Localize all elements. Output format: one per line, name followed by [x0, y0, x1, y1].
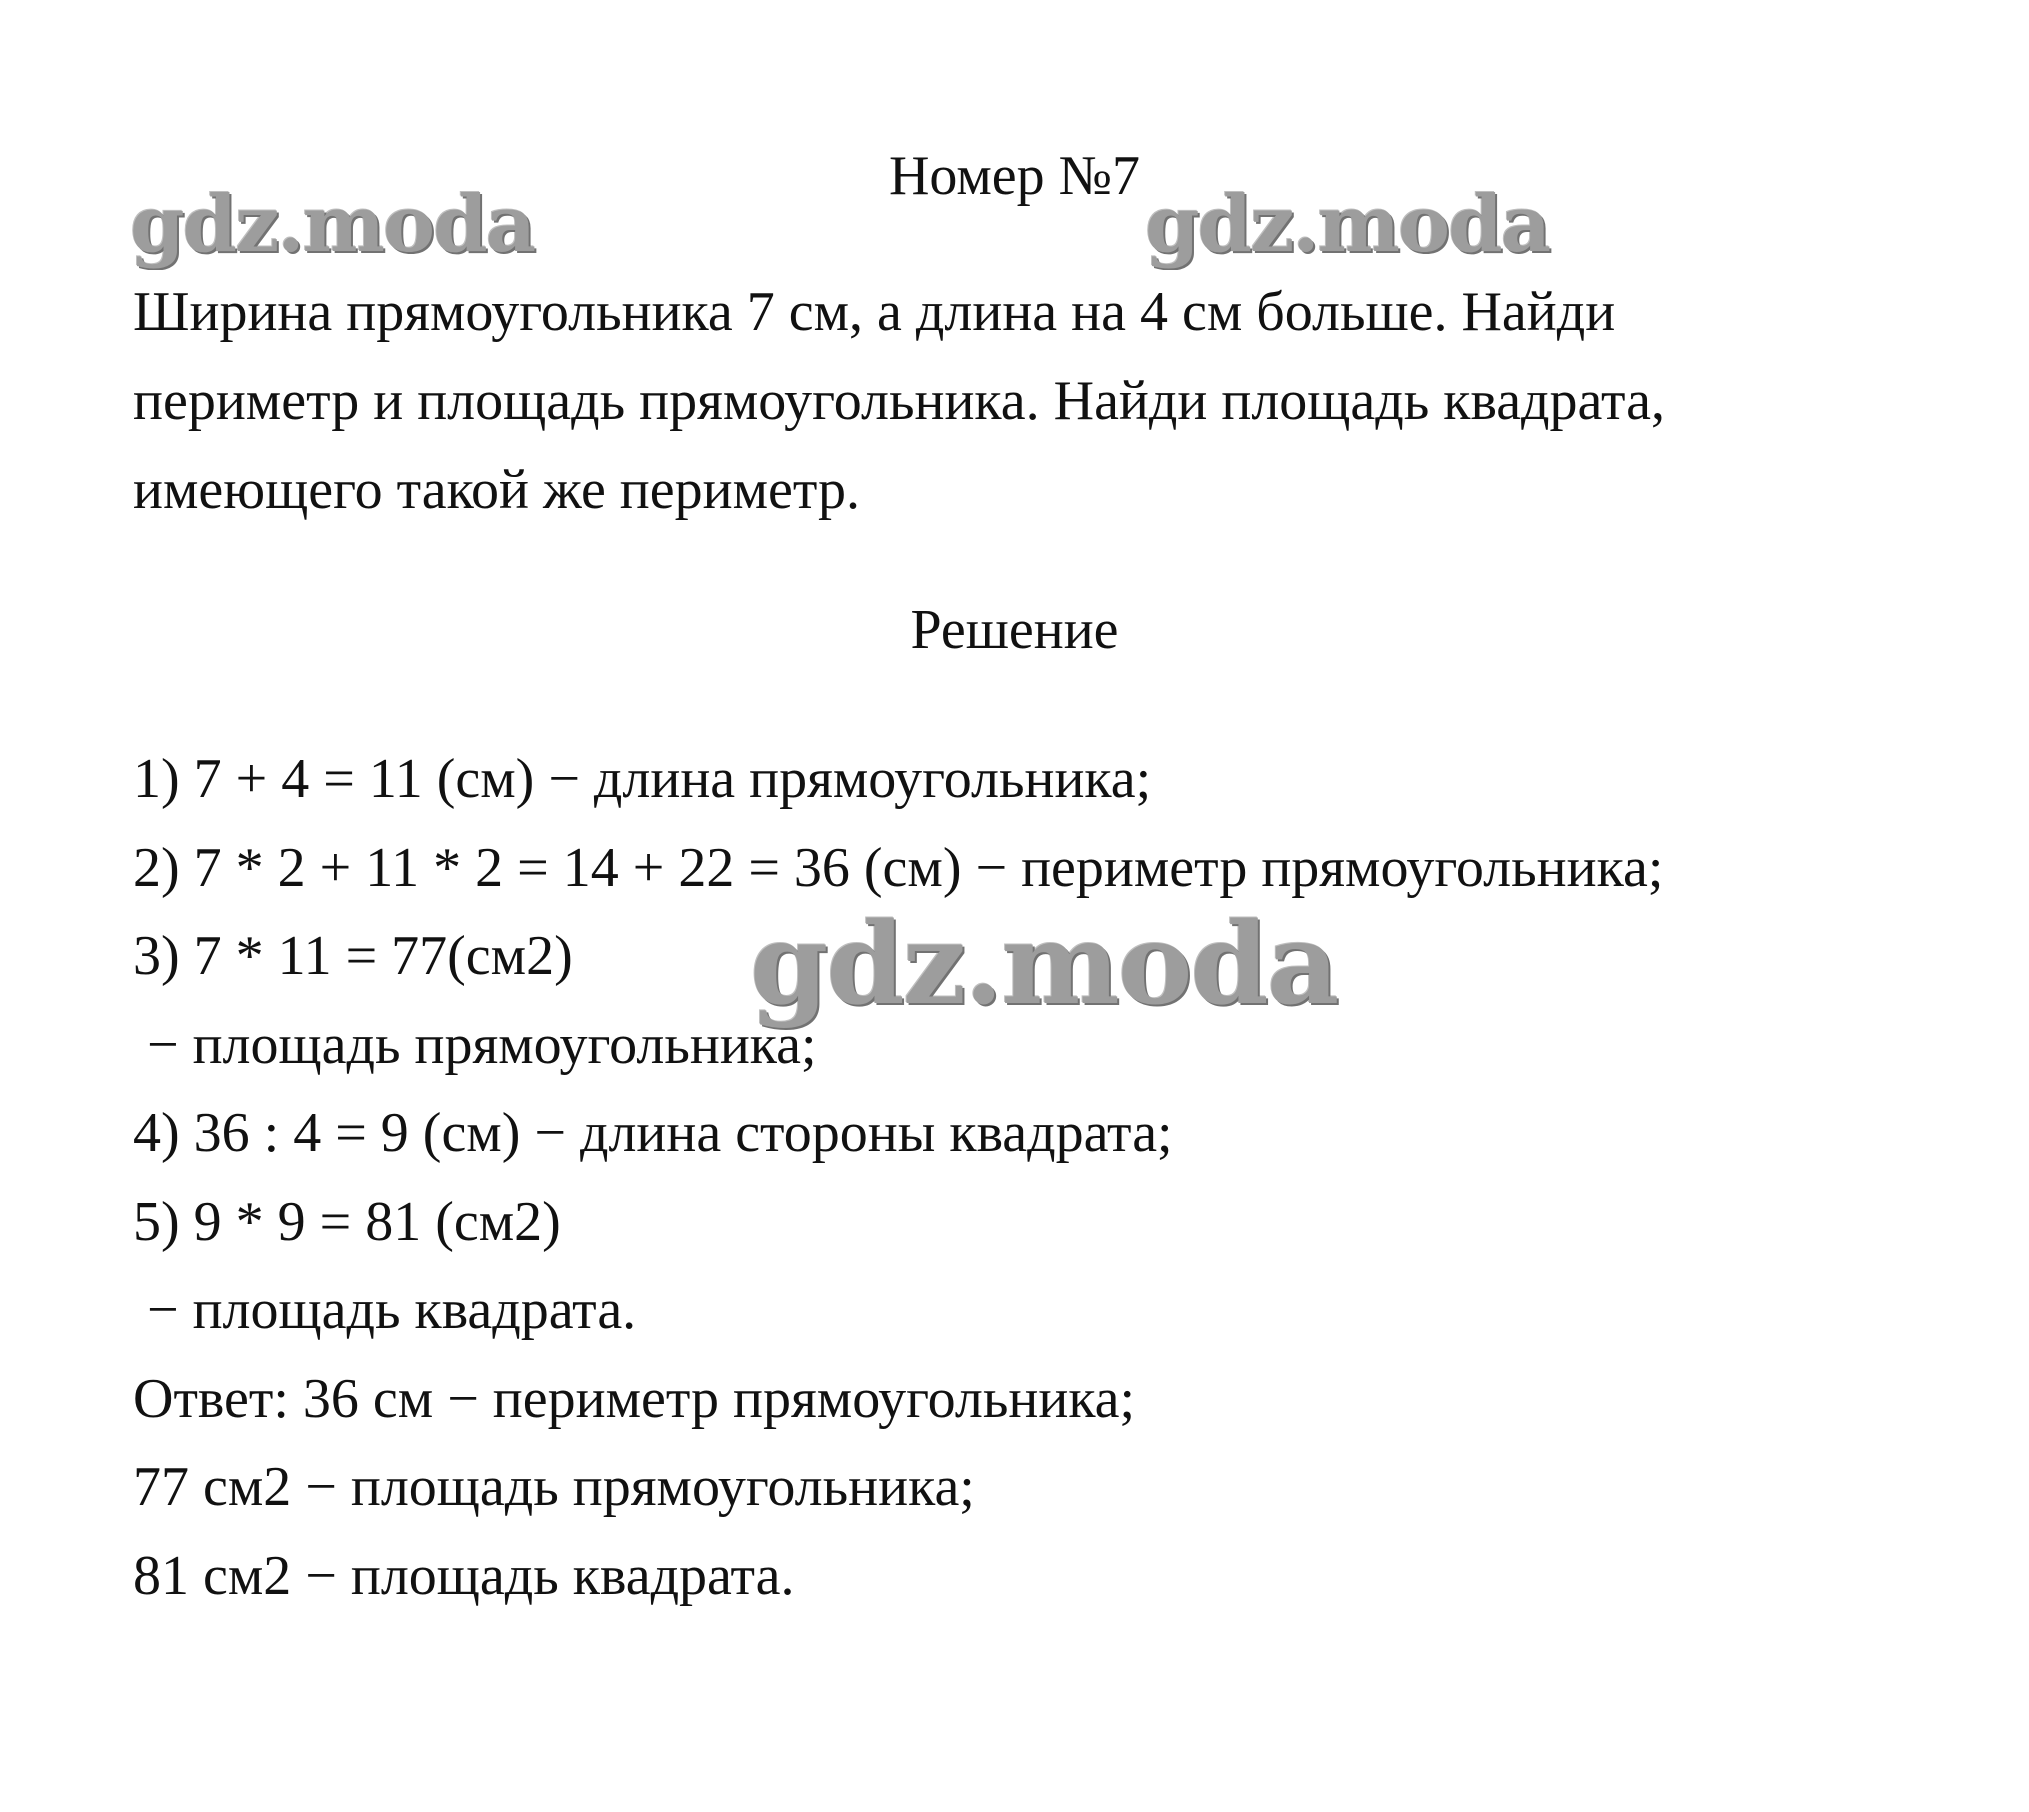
solution-body [133, 735, 1953, 1620]
watermark-logo: gdz.moda [1145, 179, 1550, 270]
solution-heading: Решение [910, 599, 1119, 661]
solution-line: 1) 7 + 4 = 11 (см) − длина прямоугольника; [133, 748, 1152, 810]
solution-line: 3) 7 * 11 = 77(см2) [133, 925, 573, 987]
problem-line: Ширина прямоугольника 7 см, а длина на 4 см больше. Найди [133, 281, 1616, 343]
watermark-logo: gdz.moda [130, 179, 535, 270]
solution-line: − площадь прямоугольника; [133, 1013, 817, 1076]
answer-line: Ответ: 36 см − периметр прямоугольника; [133, 1367, 1136, 1430]
problem-statement [133, 268, 1953, 535]
solution-line: 2) 7 * 2 + 11 * 2 = 14 + 22 = 36 (см) − периметр прямоугольника; [133, 836, 1664, 899]
problem-line: периметр и площадь прямоугольника. Найди площадь квадрата, [133, 370, 1665, 432]
problem-line: имеющего такой же периметр. [133, 459, 861, 521]
answer-line: 81 см2 − площадь квадрата. [133, 1544, 795, 1607]
solution-line: 4) 36 : 4 = 9 (см) − длина стороны квадрата; [133, 1102, 1173, 1164]
answer-line: 77 см2 − площадь прямоугольника; [133, 1456, 975, 1518]
solution-line: 5) 9 * 9 = 81 (см2) [133, 1190, 561, 1253]
watermark-logo: gdz.moda [750, 899, 1338, 1030]
page-title: Номер №7 [888, 145, 1141, 207]
solution-line: − площадь квадрата. [133, 1279, 637, 1341]
